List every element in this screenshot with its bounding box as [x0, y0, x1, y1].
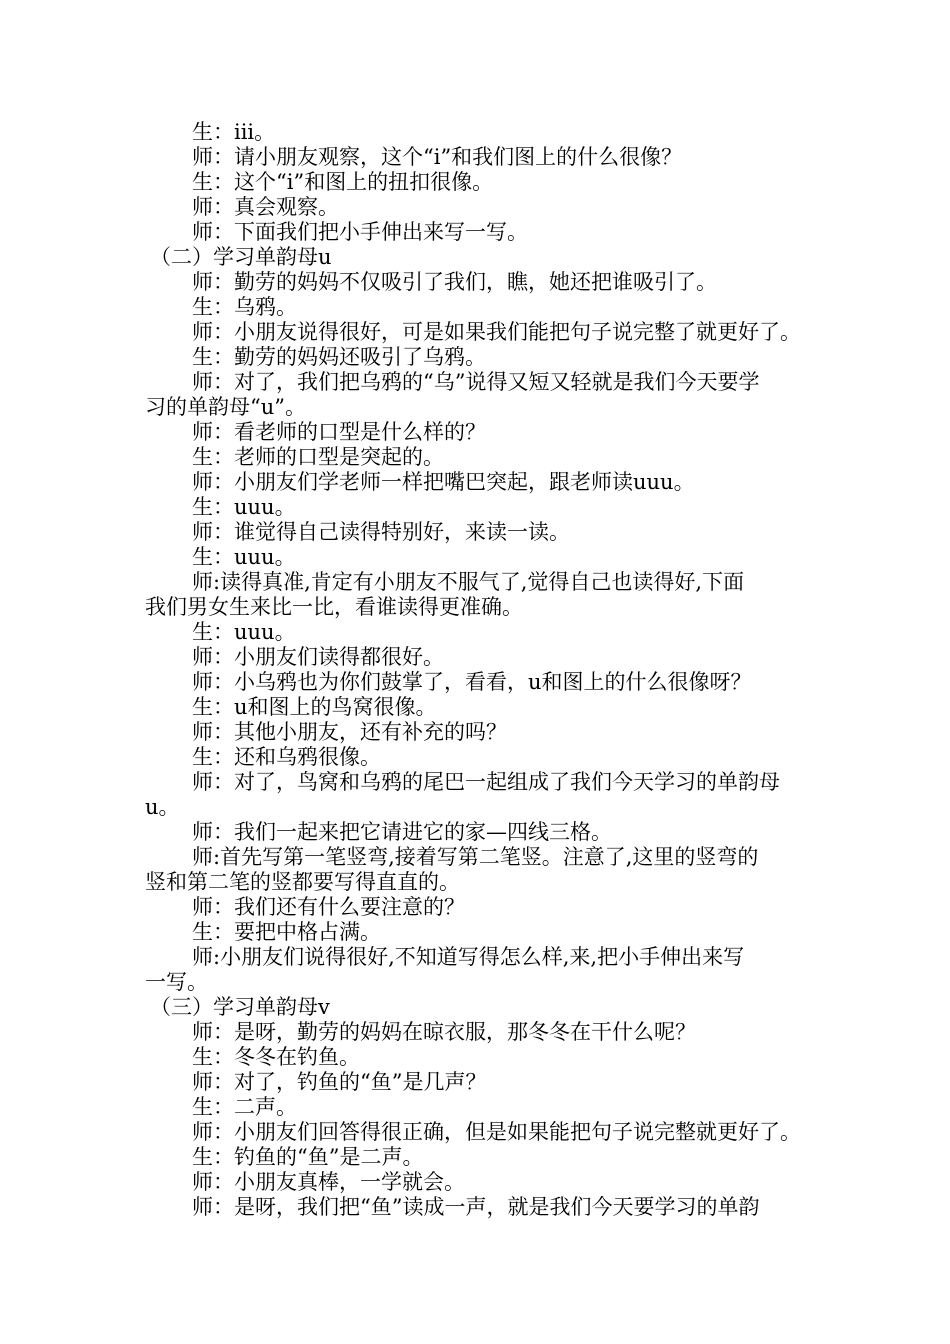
text-line: 竖和第二笔的竖都要写得直直的。 [145, 870, 460, 894]
text-line: 师：对了，钓鱼的“鱼”是几声？ [192, 1070, 487, 1094]
text-line: 生：uuu。 [192, 495, 296, 519]
text-line: 师：对了，鸟窝和乌鸦的尾巴一起组成了我们今天学习的单韵母 [192, 770, 780, 794]
text-line: 生：还和乌鸦很像。 [192, 745, 381, 769]
section-heading: （三）学习单韵母v [150, 995, 330, 1019]
text-line: 生：冬冬在钓鱼。 [192, 1045, 360, 1069]
text-line: 师：请小朋友观察，这个“i”和我们图上的什么很像？ [192, 145, 683, 169]
text-line: 生：二声。 [192, 1095, 297, 1119]
text-line: 师：我们一起来把它请进它的家—四线三格。 [192, 820, 612, 844]
text-line: 师：看老师的口型是什么样的？ [192, 420, 486, 444]
text-line: 师：对了，我们把乌鸦的“乌”说得又短又轻就是我们今天要学 [192, 370, 760, 394]
text-line: 生：u和图上的鸟窝很像。 [192, 695, 437, 719]
text-line: 师：我们还有什么要注意的？ [192, 895, 465, 919]
text-line: 师：小朋友们学老师一样把嘴巴突起，跟老师读uuu。 [192, 470, 695, 494]
text-line: u。 [145, 795, 180, 819]
text-line: 生：uuu。 [192, 620, 296, 644]
text-line: 师：是呀，勤劳的妈妈在晾衣服，那冬冬在干什么呢？ [192, 1020, 696, 1044]
text-line: 师：勤劳的妈妈不仅吸引了我们，瞧，她还把谁吸引了。 [192, 270, 717, 294]
text-line: 生：iii。 [192, 120, 276, 144]
text-line: 师:小朋友们说得很好,不知道写得怎么样,来,把小手伸出来写 [192, 945, 745, 969]
text-line: 师：是呀，我们把“鱼”读成一声，就是我们今天要学习的单韵 [192, 1195, 760, 1219]
text-line: 师：其他小朋友，还有补充的吗？ [192, 720, 507, 744]
text-line: 生：uuu。 [192, 545, 296, 569]
text-line: 生：老师的口型是突起的。 [192, 445, 444, 469]
text-line: 生：要把中格占满。 [192, 920, 381, 944]
text-line: 我们男女生来比一比，看谁读得更准确。 [145, 595, 523, 619]
document-body [145, 120, 815, 1220]
text-line: 师：真会观察。 [192, 195, 339, 219]
text-line: 生：这个“i”和图上的扭扣很像。 [192, 170, 494, 194]
text-line: 师：小乌鸦也为你们鼓掌了，看看，u和图上的什么很像呀？ [192, 670, 752, 694]
text-line: 师：小朋友们读得都很好。 [192, 645, 444, 669]
text-line: 师：小朋友说得很好，可是如果我们能把句子说完整了就更好了。 [192, 320, 801, 344]
text-line: 师:首先写第一笔竖弯,接着写第二笔竖。注意了,这里的竖弯的 [192, 845, 759, 869]
section-heading: （二）学习单韵母u [150, 245, 332, 269]
text-line: 师：小朋友真棒，一学就会。 [192, 1170, 465, 1194]
text-line: 师：谁觉得自己读得特别好，来读一读。 [192, 520, 570, 544]
text-line: 生：钓鱼的“鱼”是二声。 [192, 1145, 424, 1169]
text-line: 一写。 [145, 970, 208, 994]
text-line: 师：小朋友们回答得很正确，但是如果能把句子说完整就更好了。 [192, 1120, 801, 1144]
text-line: 师:读得真准,肯定有小朋友不服气了,觉得自己也读得好,下面 [192, 570, 745, 594]
text-line: 习的单韵母“u”。 [145, 395, 306, 419]
text-line: 生：勤劳的妈妈还吸引了乌鸦。 [192, 345, 486, 369]
text-line: 生：乌鸦。 [192, 295, 297, 319]
text-line: 师：下面我们把小手伸出来写一写。 [192, 220, 528, 244]
